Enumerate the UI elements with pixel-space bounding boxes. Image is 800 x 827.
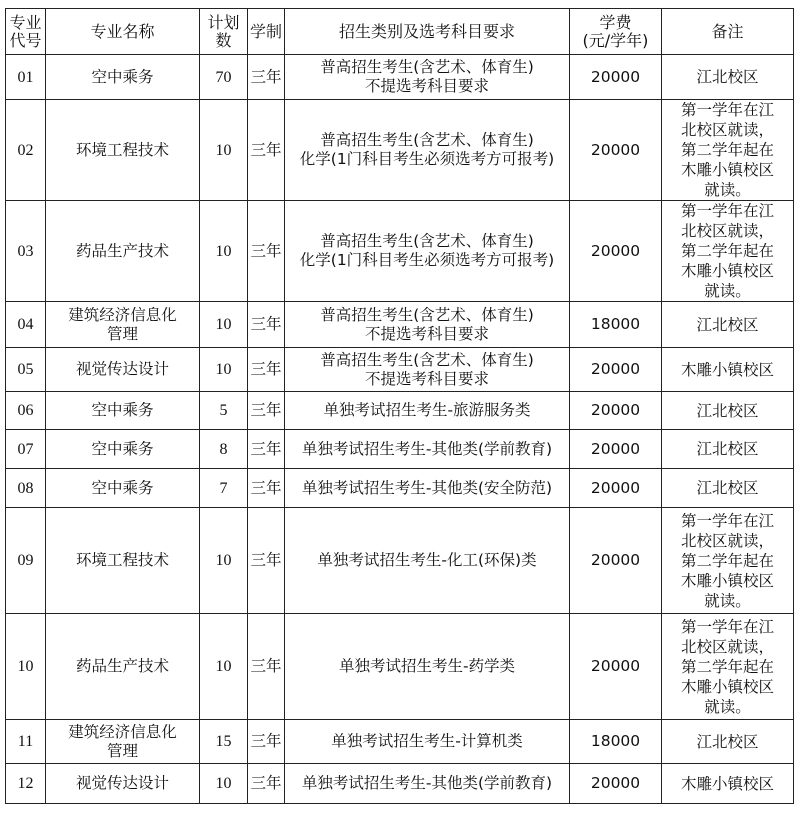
note-line: 第二学年起在: [680, 657, 774, 676]
major-name-line: 视觉传达设计: [75, 360, 169, 378]
row-fee: 20000: [570, 430, 662, 469]
header-code: 专业 代号: [6, 9, 46, 55]
row-major-name: [46, 430, 200, 469]
major-name-line: 建筑经济信息化: [68, 722, 177, 741]
note-line: 江北校区: [696, 68, 759, 86]
row-fee: 18000: [570, 302, 662, 348]
row-plan: 70: [200, 55, 248, 100]
row-note: [662, 201, 794, 302]
row-fee: 20000: [570, 201, 662, 302]
category-line: 普高招生考生(含艺术、体育生): [320, 131, 534, 149]
category-line: 单独考试招生考生-化工(环保)类: [317, 551, 537, 569]
row-major-name: [46, 469, 200, 508]
note-line: 北校区就读，: [680, 637, 774, 656]
row-code: 07: [6, 430, 46, 469]
note-line: 江北校区: [696, 440, 759, 458]
table-row: [6, 201, 794, 302]
row-years: 三年: [248, 614, 285, 720]
major-name-line: 空中乘务: [91, 439, 154, 458]
row-code: 06: [6, 392, 46, 430]
note-line: 第二学年起在: [680, 141, 774, 159]
row-plan: 10: [200, 764, 248, 804]
row-fee: 20000: [570, 469, 662, 508]
row-category: [285, 100, 570, 201]
row-plan: 10: [200, 302, 248, 348]
row-fee: 20000: [570, 392, 662, 430]
row-code: 12: [6, 764, 46, 804]
note-line: 江北校区: [696, 479, 759, 497]
row-category: [285, 720, 570, 764]
row-fee: 20000: [570, 348, 662, 392]
category-line: 不提选考科目要求: [364, 324, 489, 343]
row-major-name: [46, 720, 200, 764]
header-plan: 计划 数: [200, 9, 248, 55]
row-fee: 20000: [570, 100, 662, 201]
category-line: 普高招生考生(含艺术、体育生): [320, 58, 534, 76]
row-note: [662, 614, 794, 720]
row-years: 三年: [248, 55, 285, 100]
row-category: [285, 392, 570, 430]
table-row: [6, 100, 794, 201]
row-note: [662, 55, 794, 100]
note-line: 就读。: [704, 181, 751, 199]
row-category: [285, 764, 570, 804]
major-name-line: 空中乘务: [91, 401, 154, 419]
category-line: 普高招生考生(含艺术、体育生): [320, 232, 534, 250]
category-line: 不提选考科目要求: [364, 77, 489, 95]
row-fee: 20000: [570, 614, 662, 720]
row-fee: 20000: [570, 764, 662, 804]
row-note: [662, 348, 794, 392]
row-years: 三年: [248, 348, 285, 392]
row-fee: 18000: [570, 720, 662, 764]
category-line: 普高招生考生(含艺术、体育生): [320, 350, 534, 369]
note-line: 第一学年在江: [680, 202, 774, 220]
row-code: 04: [6, 302, 46, 348]
major-name-line: 管理: [106, 741, 138, 760]
category-line: 化学(1门科目考生必须选考方可报考): [299, 251, 555, 269]
category-line: 单独考试招生考生-药学类: [338, 657, 516, 675]
row-plan: 7: [200, 469, 248, 508]
category-line: 单独考试招生考生-其他类(安全防范): [301, 478, 553, 497]
category-line: 单独考试招生考生-计算机类: [331, 732, 523, 750]
row-major-name: [46, 508, 200, 614]
major-name-line: 环境工程技术: [75, 140, 169, 159]
row-note: [662, 764, 794, 804]
row-major-name: [46, 55, 200, 100]
header-name: 专业名称: [46, 9, 200, 55]
row-category: [285, 430, 570, 469]
note-line: 江北校区: [696, 732, 759, 751]
header-category: 招生类别及选考科目要求: [285, 9, 570, 55]
row-major-name: [46, 348, 200, 392]
major-name-line: 视觉传达设计: [75, 774, 169, 792]
category-line: 普高招生考生(含艺术、体育生): [320, 305, 534, 324]
row-plan: 10: [200, 348, 248, 392]
note-line: 木雕小镇校区: [680, 262, 774, 280]
note-line: 木雕小镇校区: [680, 360, 774, 379]
row-major-name: [46, 100, 200, 201]
row-note: [662, 100, 794, 201]
note-line: 北校区就读，: [680, 222, 774, 240]
category-line: 单独考试招生考生-其他类(学前教育): [301, 439, 553, 458]
row-years: 三年: [248, 302, 285, 348]
row-plan: 10: [200, 201, 248, 302]
row-category: [285, 55, 570, 100]
row-plan: 10: [200, 508, 248, 614]
table-row: [6, 469, 794, 508]
row-major-name: [46, 392, 200, 430]
table-row: [6, 392, 794, 430]
table-body: [6, 55, 794, 804]
header-row: [6, 9, 794, 55]
row-code: 02: [6, 100, 46, 201]
row-code: 01: [6, 55, 46, 100]
row-code: 10: [6, 614, 46, 720]
row-note: [662, 302, 794, 348]
table-row: [6, 348, 794, 392]
row-category: [285, 348, 570, 392]
table-row: [6, 720, 794, 764]
note-line: 第一学年在江: [680, 101, 774, 119]
note-line: 江北校区: [696, 401, 759, 420]
major-name-line: 药品生产技术: [75, 657, 169, 675]
row-note: [662, 430, 794, 469]
note-line: 木雕小镇校区: [680, 161, 774, 179]
major-name-line: 空中乘务: [91, 478, 154, 497]
enrollment-table-wrapper: [5, 8, 794, 804]
table-row: [6, 430, 794, 469]
row-code: 05: [6, 348, 46, 392]
row-years: 三年: [248, 392, 285, 430]
row-major-name: [46, 201, 200, 302]
note-line: 第二学年起在: [680, 551, 774, 570]
note-line: 木雕小镇校区: [680, 677, 774, 696]
note-line: 就读。: [704, 697, 751, 716]
row-code: 03: [6, 201, 46, 302]
row-note: [662, 392, 794, 430]
table-row: [6, 614, 794, 720]
header-years: 学制: [248, 9, 285, 55]
row-years: 三年: [248, 508, 285, 614]
row-category: [285, 201, 570, 302]
note-line: 就读。: [704, 282, 751, 300]
table-row: [6, 764, 794, 804]
row-years: 三年: [248, 764, 285, 804]
note-line: 北校区就读，: [680, 121, 774, 139]
row-years: 三年: [248, 469, 285, 508]
row-major-name: [46, 614, 200, 720]
table-row: [6, 302, 794, 348]
row-note: [662, 720, 794, 764]
row-code: 11: [6, 720, 46, 764]
row-category: [285, 469, 570, 508]
category-line: 化学(1门科目考生必须选考方可报考): [299, 150, 555, 168]
major-name-line: 环境工程技术: [75, 551, 169, 569]
note-line: 第二学年起在: [680, 242, 774, 260]
note-line: 木雕小镇校区: [680, 571, 774, 590]
row-code: 08: [6, 469, 46, 508]
row-category: [285, 614, 570, 720]
row-plan: 15: [200, 720, 248, 764]
category-line: 单独考试招生考生-旅游服务类: [323, 401, 531, 419]
row-years: 三年: [248, 430, 285, 469]
row-category: [285, 302, 570, 348]
category-line: 不提选考科目要求: [364, 369, 489, 388]
row-fee: 20000: [570, 55, 662, 100]
row-plan: 10: [200, 614, 248, 720]
enrollment-table: [5, 8, 794, 804]
row-note: [662, 469, 794, 508]
row-years: 三年: [248, 720, 285, 764]
major-name-line: 药品生产技术: [75, 241, 169, 260]
major-name-line: 空中乘务: [91, 67, 154, 86]
note-line: 就读。: [704, 591, 751, 610]
header-fee: 学费 (元/学年): [570, 9, 662, 55]
row-code: 09: [6, 508, 46, 614]
table-row: [6, 508, 794, 614]
note-line: 江北校区: [696, 315, 759, 334]
category-line: 单独考试招生考生-其他类(学前教育): [301, 774, 553, 792]
table-row: [6, 55, 794, 100]
row-plan: 5: [200, 392, 248, 430]
header-note: 备注: [662, 9, 794, 55]
row-plan: 10: [200, 100, 248, 201]
row-years: 三年: [248, 100, 285, 201]
row-plan: 8: [200, 430, 248, 469]
row-note: [662, 508, 794, 614]
major-name-line: 建筑经济信息化: [68, 305, 177, 324]
row-years: 三年: [248, 201, 285, 302]
note-line: 第一学年在江: [680, 617, 774, 636]
note-line: 北校区就读，: [680, 531, 774, 550]
note-line: 木雕小镇校区: [680, 774, 774, 793]
row-fee: 20000: [570, 508, 662, 614]
row-major-name: [46, 302, 200, 348]
major-name-line: 管理: [106, 324, 138, 343]
row-major-name: [46, 764, 200, 804]
row-category: [285, 508, 570, 614]
note-line: 第一学年在江: [680, 511, 774, 530]
